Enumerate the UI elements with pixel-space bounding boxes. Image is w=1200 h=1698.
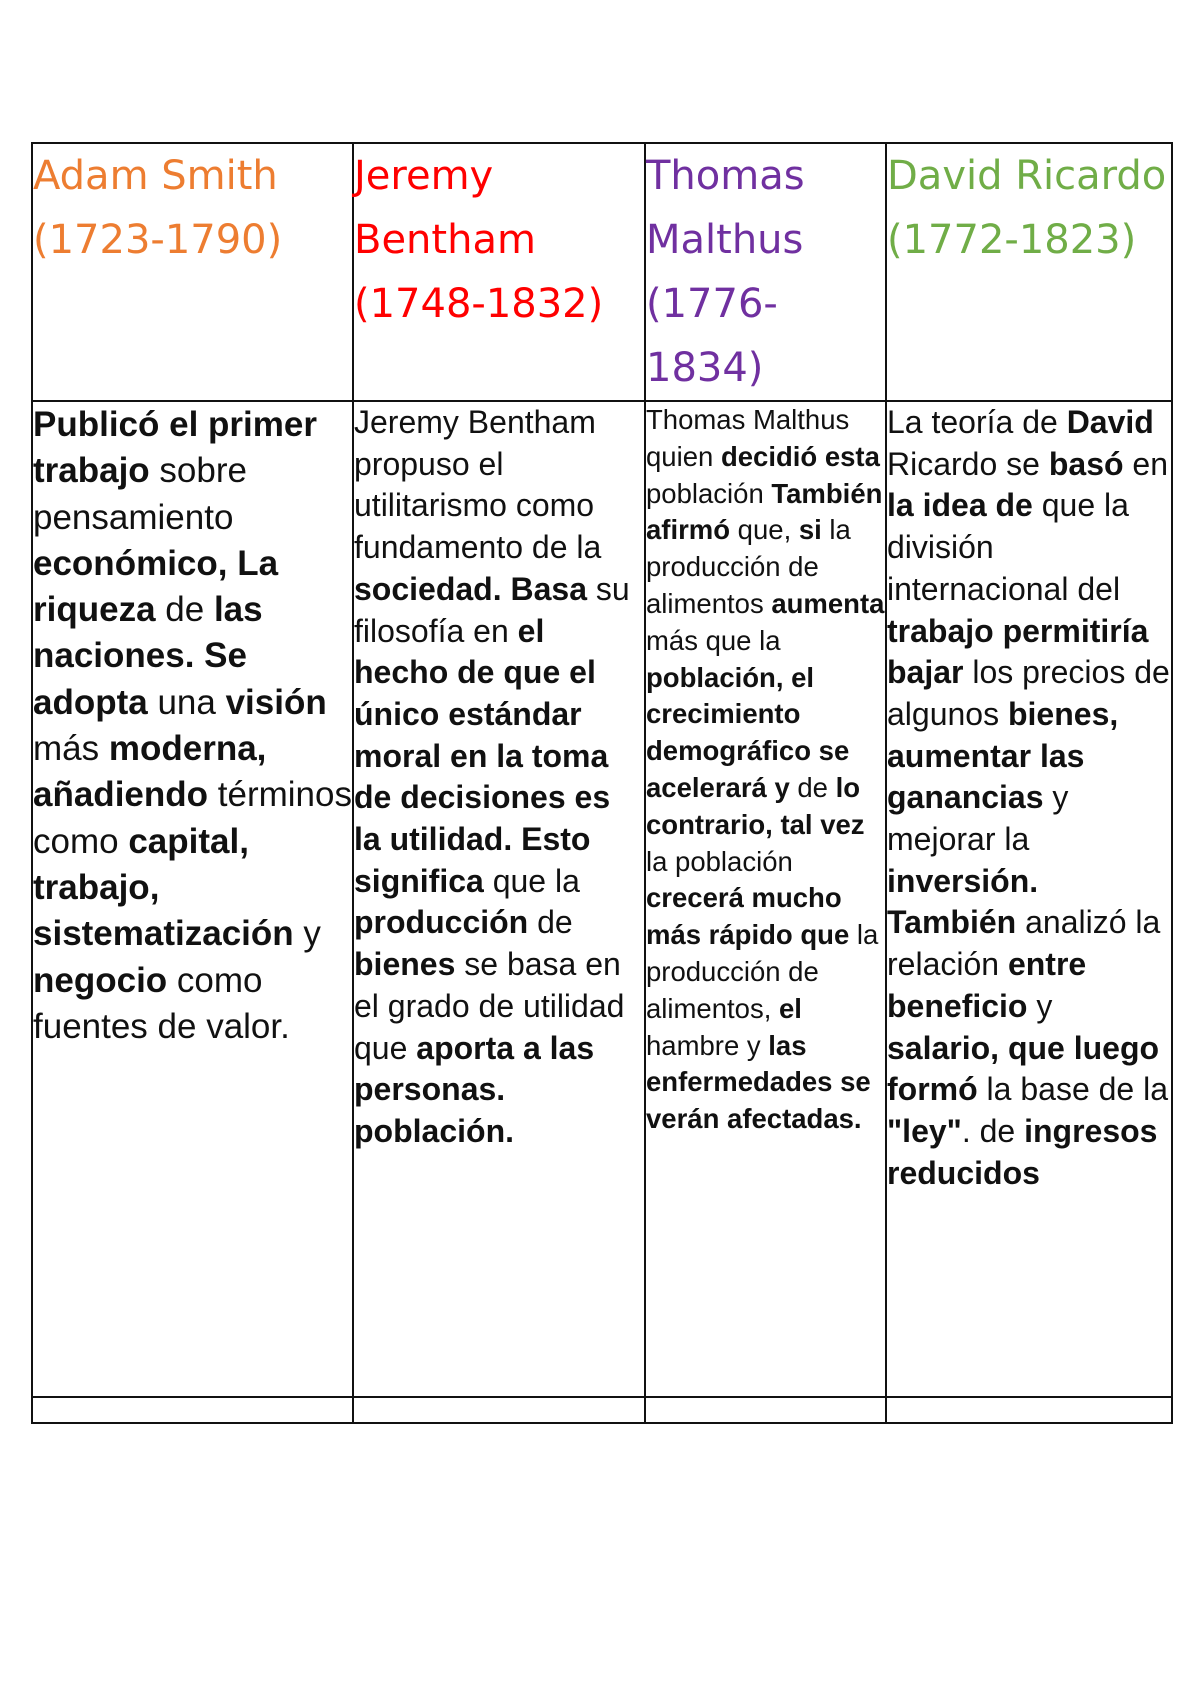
bold-text-segment: las enfermedades se verán afectadas. — [646, 1029, 871, 1135]
bold-text-segment: Publicó el primer trabajo — [33, 405, 317, 491]
description-row — [32, 401, 1172, 1397]
description-cell-bentham — [353, 401, 645, 1397]
header-cell-malthus — [645, 143, 886, 401]
bold-text-segment: ingresos reducidos — [887, 1112, 1158, 1191]
text-segment: y — [293, 914, 321, 954]
text-segment: de — [528, 904, 573, 941]
bold-text-segment: "ley" — [887, 1112, 962, 1149]
text-segment: se basa en el grado de utilidad que — [354, 946, 625, 1066]
text-segment: una — [147, 682, 226, 722]
text-segment: de — [155, 590, 214, 630]
text-segment: la base de la — [977, 1071, 1169, 1108]
bold-text-segment: producción — [354, 904, 529, 941]
bold-text-segment: si — [798, 514, 822, 546]
text-segment: La teoría de — [887, 404, 1067, 440]
empty-cell — [645, 1397, 886, 1423]
economist-name: Adam Smith — [33, 153, 278, 199]
bold-text-segment: visión — [225, 682, 327, 722]
text-segment: que la división internacional del — [887, 487, 1129, 607]
bold-text-segment: trabajo permitiría bajar — [887, 612, 1149, 691]
economist-years: (1772-1823) — [887, 217, 1137, 263]
bold-text-segment: negocio — [33, 960, 168, 1000]
description-cell-malthus — [645, 401, 886, 1397]
economist-name: David Ricardo — [887, 153, 1167, 199]
bold-text-segment: el — [778, 992, 802, 1024]
economist-years: (1776-1834) — [646, 281, 778, 391]
bold-text-segment: población, el crecimiento demográfico se acelerará y — [646, 661, 850, 803]
bold-text-segment: entre beneficio — [887, 946, 1087, 1024]
economist-name: Jeremy Bentham — [354, 153, 536, 263]
text-segment: más que la — [646, 624, 781, 656]
header-row — [32, 143, 1172, 401]
text-segment: Ricardo se — [887, 445, 1049, 482]
empty-footer-row — [32, 1397, 1172, 1423]
text-segment: analizó la relación — [887, 904, 1161, 983]
bold-text-segment: la idea de — [887, 487, 1033, 524]
text-segment: la producción de alimentos — [646, 514, 851, 619]
text-segment: hambre y — [646, 1029, 769, 1061]
bold-text-segment: económico, La riqueza — [33, 543, 279, 630]
text-segment: que, — [730, 514, 799, 546]
bold-text-segment: bienes, aumentar las ganancias — [887, 695, 1119, 816]
empty-cell — [32, 1397, 353, 1423]
text-segment: y mejorar la — [887, 779, 1069, 858]
bold-text-segment: inversión. También — [887, 862, 1039, 941]
text-segment: población — [646, 477, 772, 509]
text-segment: . de — [961, 1112, 1025, 1149]
text-segment: sobre pensamiento — [33, 451, 247, 537]
text-segment: los precios de algunos — [887, 654, 1170, 732]
text-segment: y — [1027, 987, 1053, 1024]
bold-text-segment: capital, trabajo, sistematización — [33, 821, 294, 954]
economist-name: Thomas Malthus — [646, 153, 805, 263]
text-segment: en — [1123, 445, 1169, 482]
text-segment: Jeremy Bentham propuso el utilitarismo como fundamento de la — [354, 404, 602, 566]
empty-cell — [886, 1397, 1172, 1423]
bold-text-segment: moderna, añadiendo — [33, 729, 267, 815]
text-segment: como fuentes de valor. — [33, 960, 290, 1046]
header-cell-bentham — [353, 143, 645, 401]
header-cell-smith — [32, 143, 353, 401]
bold-text-segment: salario, que luego formó — [887, 1029, 1160, 1108]
text-segment: la producción de alimentos, — [646, 919, 879, 1024]
text-segment: términos como — [33, 775, 352, 861]
description-cell-smith — [32, 401, 353, 1397]
text-segment: la población — [646, 845, 793, 877]
bold-text-segment: decidió esta — [720, 440, 880, 472]
bold-text-segment: lo contrario, tal vez — [646, 771, 865, 840]
bold-text-segment: sociedad. Basa — [354, 570, 587, 607]
empty-cell — [353, 1397, 645, 1423]
text-segment: su filosofía en — [354, 570, 630, 649]
economists-table — [31, 142, 1173, 1424]
text-segment: más — [33, 729, 109, 769]
bold-text-segment: crecerá mucho más rápido que — [646, 882, 850, 951]
bold-text-segment: el hecho de que el único estándar moral en la toma de decisiones es la utilidad. Esto significa — [354, 612, 611, 899]
bold-text-segment: basó — [1048, 445, 1124, 482]
bold-text-segment: David — [1066, 404, 1154, 440]
bold-text-segment: También afirmó — [646, 477, 883, 546]
bold-text-segment: las naciones. Se adopta — [33, 590, 263, 722]
bold-text-segment: aumenta — [771, 587, 885, 619]
bold-text-segment: bienes — [354, 946, 456, 983]
text-segment: de — [789, 771, 836, 803]
header-cell-ricardo — [886, 143, 1172, 401]
description-cell-ricardo — [886, 401, 1172, 1397]
text-segment: que la — [483, 862, 580, 899]
bold-text-segment: aporta a las personas. población. — [354, 1029, 595, 1149]
economist-years: (1748-1832) — [354, 281, 604, 327]
economist-years: (1723-1790) — [33, 217, 283, 263]
text-segment: Thomas Malthus quien — [646, 404, 850, 472]
